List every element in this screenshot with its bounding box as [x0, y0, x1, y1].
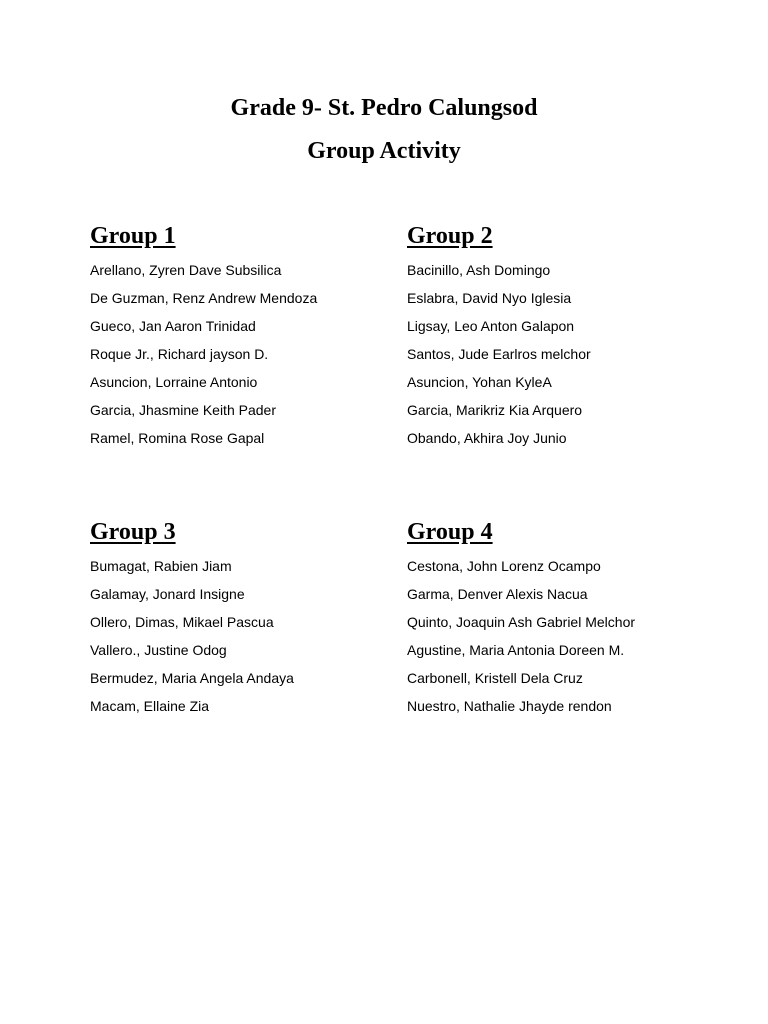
group-3-member-list	[90, 552, 390, 720]
member-name: Nuestro, Nathalie Jhayde rendon	[407, 698, 612, 714]
member-name: Quinto, Joaquin Ash Gabriel Melchor	[407, 614, 636, 630]
group-1-section	[90, 222, 390, 452]
group-3-heading: Group 3	[90, 519, 176, 545]
group-1-heading: Group 1	[90, 223, 176, 249]
document-title: Grade 9- St. Pedro Calungsod	[230, 95, 538, 121]
member-name: Santos, Jude Earlros melchor	[407, 346, 591, 362]
group-2-section	[407, 222, 707, 452]
member-name: Asuncion, Lorraine Antonio	[90, 374, 258, 390]
member-name: Garcia, Jhasmine Keith Pader	[90, 402, 276, 418]
member-name: Ollero, Dimas, Mikael Pascua	[90, 614, 274, 630]
member-name: Bumagat, Rabien Jiam	[90, 558, 232, 574]
document-subtitle: Group Activity	[307, 138, 461, 164]
member-name: De Guzman, Renz Andrew Mendoza	[90, 290, 318, 306]
group-4-heading: Group 4	[407, 519, 493, 545]
member-name: Ramel, Romina Rose Gapal	[90, 430, 265, 446]
member-name: Eslabra, David Nyo Iglesia	[407, 290, 572, 306]
member-name: Carbonell, Kristell Dela Cruz	[407, 670, 583, 686]
member-name: Gueco, Jan Aaron Trinidad	[90, 318, 256, 334]
member-name: Agustine, Maria Antonia Doreen M.	[407, 642, 625, 658]
member-name: Ligsay, Leo Anton Galapon	[407, 318, 575, 334]
group-2-member-list	[407, 256, 707, 452]
member-name: Asuncion, Yohan KyleA	[407, 374, 552, 390]
member-name: Garcia, Marikriz Kia Arquero	[407, 402, 583, 418]
group-1-member-list	[90, 256, 390, 452]
group-4-section	[407, 518, 707, 720]
member-name: Cestona, John Lorenz Ocampo	[407, 558, 601, 574]
group-2-heading: Group 2	[407, 223, 493, 249]
member-name: Bermudez, Maria Angela Andaya	[90, 670, 294, 686]
member-name: Obando, Akhira Joy Junio	[407, 430, 567, 446]
group-3-section	[90, 518, 390, 720]
member-name: Galamay, Jonard Insigne	[90, 586, 245, 602]
member-name: Garma, Denver Alexis Nacua	[407, 586, 588, 602]
member-name: Macam, Ellaine Zia	[90, 698, 210, 714]
member-name: Vallero., Justine Odog	[90, 642, 227, 658]
member-name: Roque Jr., Richard jayson D.	[90, 346, 269, 362]
group-4-member-list	[407, 552, 707, 720]
member-name: Arellano, Zyren Dave Subsilica	[90, 262, 282, 278]
member-name: Bacinillo, Ash Domingo	[407, 262, 551, 278]
